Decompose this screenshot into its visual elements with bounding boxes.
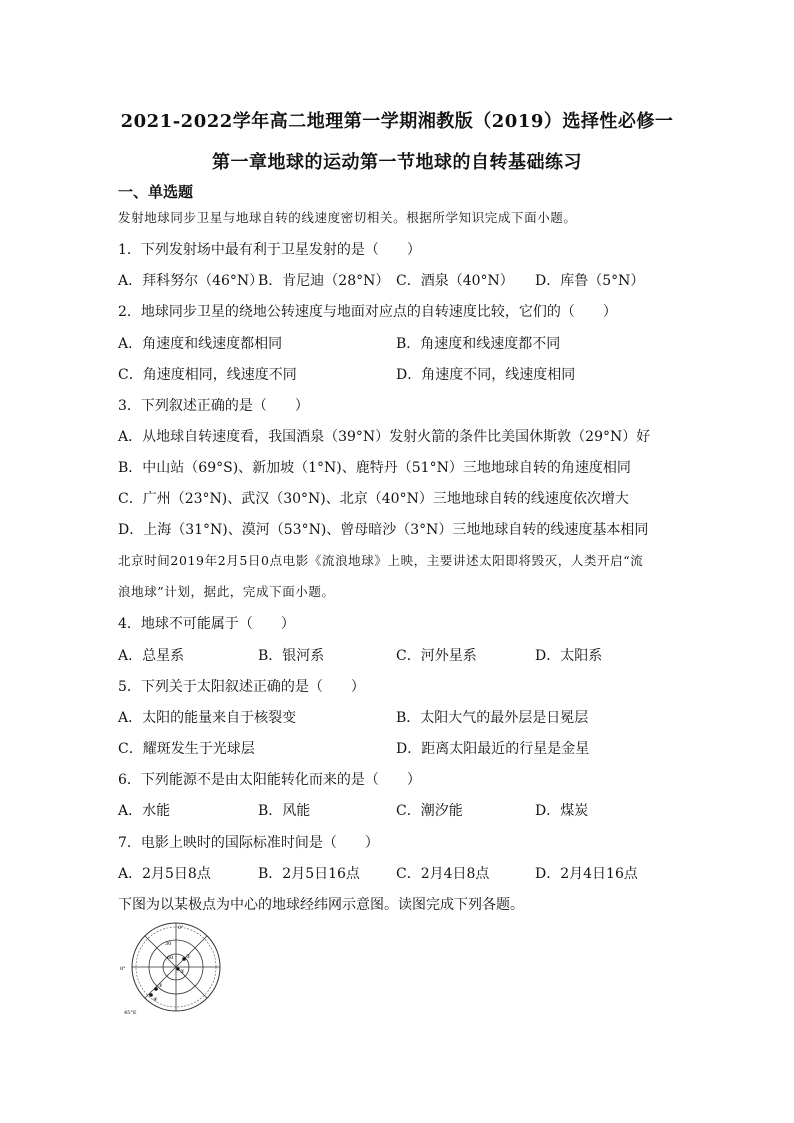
marker-label-3: ③ xyxy=(158,983,163,989)
question-7-option-d: D．2月4日16点 xyxy=(535,866,638,882)
question-6-option-d: D．煤炭 xyxy=(535,803,589,819)
question-6-option-c: C．潮汐能 xyxy=(396,803,463,819)
question-2-option-c: C．角速度相同，线速度不同 xyxy=(118,367,297,383)
question-3-stem: 3．下列叙述正确的是（ ） xyxy=(118,398,309,414)
question-6-option-a: A．水能 xyxy=(118,803,171,819)
question-5-option-a: A．太阳的能量来自于核裂变 xyxy=(118,710,297,726)
question-6-option-b: B．风能 xyxy=(258,803,311,819)
label-top: 0° xyxy=(178,925,184,931)
question-5-option-b: B．太阳大气的最外层是日冕层 xyxy=(396,710,589,726)
document-title-line1: 2021-2022学年高二地理第一学期湘教版（2019）选择性必修一 xyxy=(120,111,674,132)
question-7-option-a: A．2月5日8点 xyxy=(118,866,211,882)
question-1-option-d: D．库鲁（5°N） xyxy=(535,273,645,289)
question-4-option-d: D．太阳系 xyxy=(535,648,603,664)
question-7-stem: 7．电影上映时的国际标准时间是（ ） xyxy=(118,835,379,851)
question-3-option-c: C．广州（23°N)、武汉（30°N)、北京（40°N）三地地球自转的线速度依次增大 xyxy=(118,491,629,507)
question-4-option-b: B．银河系 xyxy=(258,648,325,664)
label-lat-60: 60 xyxy=(167,955,174,961)
question-3-option-d: D．上海（31°N)、漠河（53°N)、曾母暗沙（3°N）三地地球自转的线速度基本相同 xyxy=(118,522,649,538)
question-4-option-c: C．河外星系 xyxy=(396,648,477,664)
question-group-intro-2-line2: 浪地球”计划，据此，完成下面小题。 xyxy=(118,584,335,599)
question-6-stem: 6．下列能源不是由太阳能转化而来的是（ ） xyxy=(118,772,421,788)
question-5-stem: 5．下列关于太阳叙述正确的是（ ） xyxy=(118,679,365,695)
question-5-option-c: C．耀斑发生于光球层 xyxy=(118,741,255,757)
marker-label-2: ② xyxy=(180,969,185,975)
question-group-intro: 发射地球同步卫星与地球自转的线速度密切相关。根据所学知识完成下面小题。 xyxy=(118,210,577,225)
question-1-stem: 1．下列发射场中最有利于卫星发射的是（ ） xyxy=(118,242,421,258)
label-corner: 45°E xyxy=(124,1010,137,1016)
marker-label-4: ④ xyxy=(153,997,158,1003)
question-7-option-b: B．2月5日16点 xyxy=(258,866,360,882)
question-2-option-b: B．角速度和线速度都不同 xyxy=(396,336,561,352)
question-1-option-b: B．肯尼迪（28°N） xyxy=(258,273,390,289)
question-1-option-c: C．酒泉（40°N） xyxy=(396,273,514,289)
polar-graticule-diagram xyxy=(118,921,226,1017)
document-title-line2: 第一章地球的运动第一节地球的自转基础练习 xyxy=(212,152,582,173)
question-3-option-a: A．从地球自转速度看，我国酒泉（39°N）发射火箭的条件比美国休斯敦（29°N）好 xyxy=(118,429,651,445)
question-2-stem: 2．地球同步卫星的绕地公转速度与地面对应点的自转速度比较，它们的（ ） xyxy=(118,304,617,320)
question-4-option-a: A．总星系 xyxy=(118,648,185,664)
question-7-option-c: C．2月4日8点 xyxy=(396,866,490,882)
label-lat-30: 30 xyxy=(165,941,172,947)
question-group-intro-2-line1: 北京时间2019年2月5日0点电影《流浪地球》上映，主要讲述太阳即将毁灭，人类开启“流 xyxy=(118,553,644,568)
label-left: 0° xyxy=(120,966,126,972)
question-2-option-a: A．角速度和线速度都相同 xyxy=(118,336,283,352)
question-4-stem: 4．地球不可能属于（ ） xyxy=(118,616,295,632)
question-3-option-b: B．中山站（69°S)、新加坡（1°N)、鹿特丹（51°N）三地地球自转的角速度相同 xyxy=(118,460,631,476)
question-1-option-a: A．拜科努尔（46°N） xyxy=(118,273,264,289)
question-group-intro-3: 下图为以某极点为中心的地球经纬网示意图。读图完成下列各题。 xyxy=(118,897,524,913)
marker-label-1: ① xyxy=(186,954,191,960)
question-5-option-d: D．距离太阳最近的行星是金星 xyxy=(396,741,590,757)
section-heading: 一、单选题 xyxy=(118,183,194,201)
question-2-option-d: D．角速度不同，线速度相同 xyxy=(396,367,576,383)
